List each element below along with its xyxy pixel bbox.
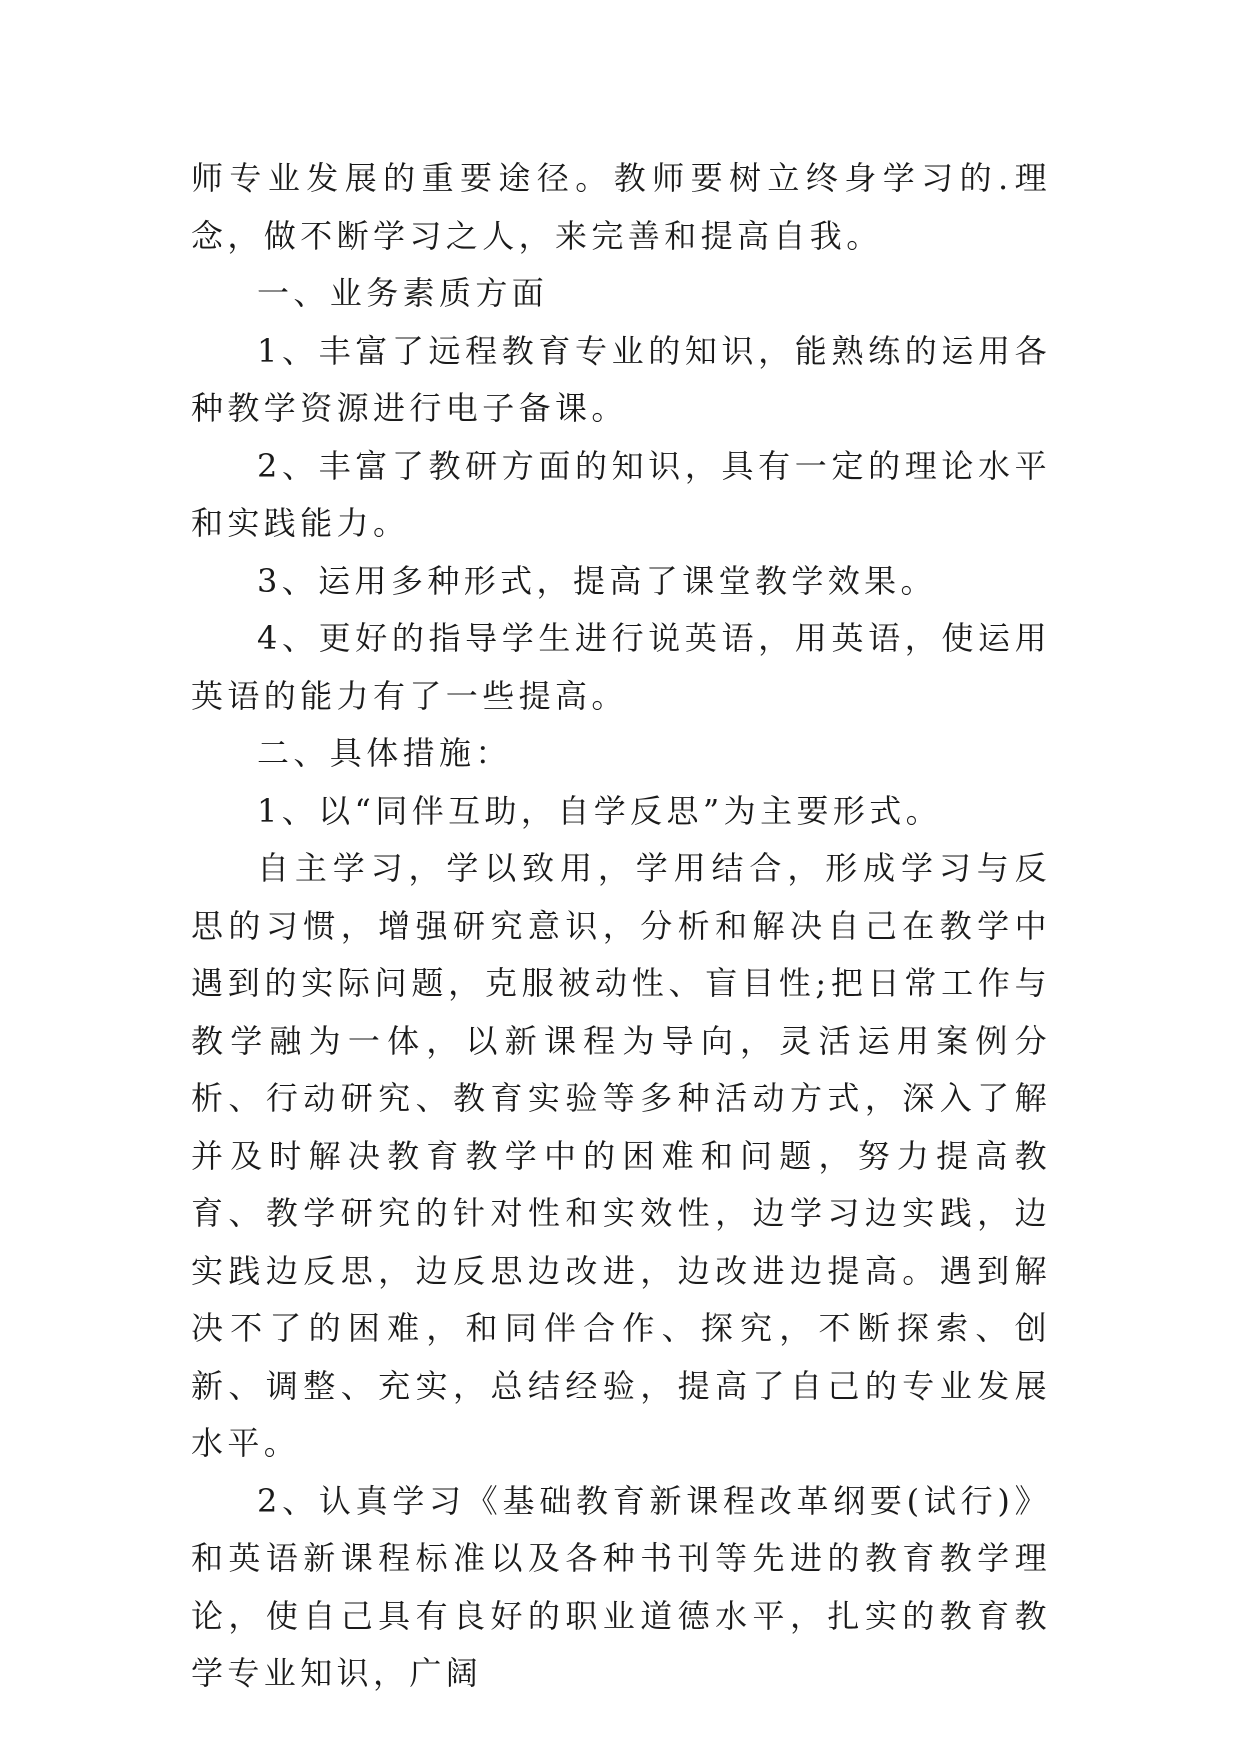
list-item-1: 1、丰富了远程教育专业的知识，能熟练的运用各种教学资源进行电子备课。 [191,331,1051,427]
list-item-2: 2、丰富了教研方面的知识，具有一定的理论水平和实践能力。 [191,446,1051,542]
document-page [191,150,1051,1703]
section-heading-measures: 二、具体措施： [257,734,512,772]
paragraph-continuation: 师专业发展的重要途径。教师要树立终身学习的.理念，做不断学习之人，来完善和提高自我。 [191,159,1051,255]
body-paragraph-self-study: 自主学习，学以致用，学用结合，形成学习与反思的习惯，增强研究意识，分析和解决自己在教学中遇到的实际问题，克服被动性、盲目性;把日常工作与教学融为一体，以新课程为导向，灵活运用案例分析、行动研究、教育实验等多种活动方式，深入了解并及时解决教育教学中的困难和问题，努力提高教育、教学研究的针对性和实效性，边学习边实践，边实践边反思，边反思边改进，边改进边提高。遇到解决不了的困难，和同伴合作、探究，不断探索、创新、调整、充实，总结经验，提高了自己的专业发展水平。 [191,849,1051,1462]
section-heading-professional-quality: 一、业务素质方面 [257,274,549,312]
measure-item-1: 1、以“同伴互助，自学反思”为主要形式。 [257,791,943,830]
list-item-3: 3、运用多种形式，提高了课堂教学效果。 [257,561,937,600]
list-item-4: 4、更好的指导学生进行说英语，用英语，使运用英语的能力有了一些提高。 [191,619,1051,715]
measure-item-2: 2、认真学习《基础教育新课程改革纲要(试行)》和英语新课程标准以及各种书刊等先进的教育教学理论，使自己具有良好的职业道德水平，扎实的教育教学专业知识，广阔 [191,1481,1051,1692]
